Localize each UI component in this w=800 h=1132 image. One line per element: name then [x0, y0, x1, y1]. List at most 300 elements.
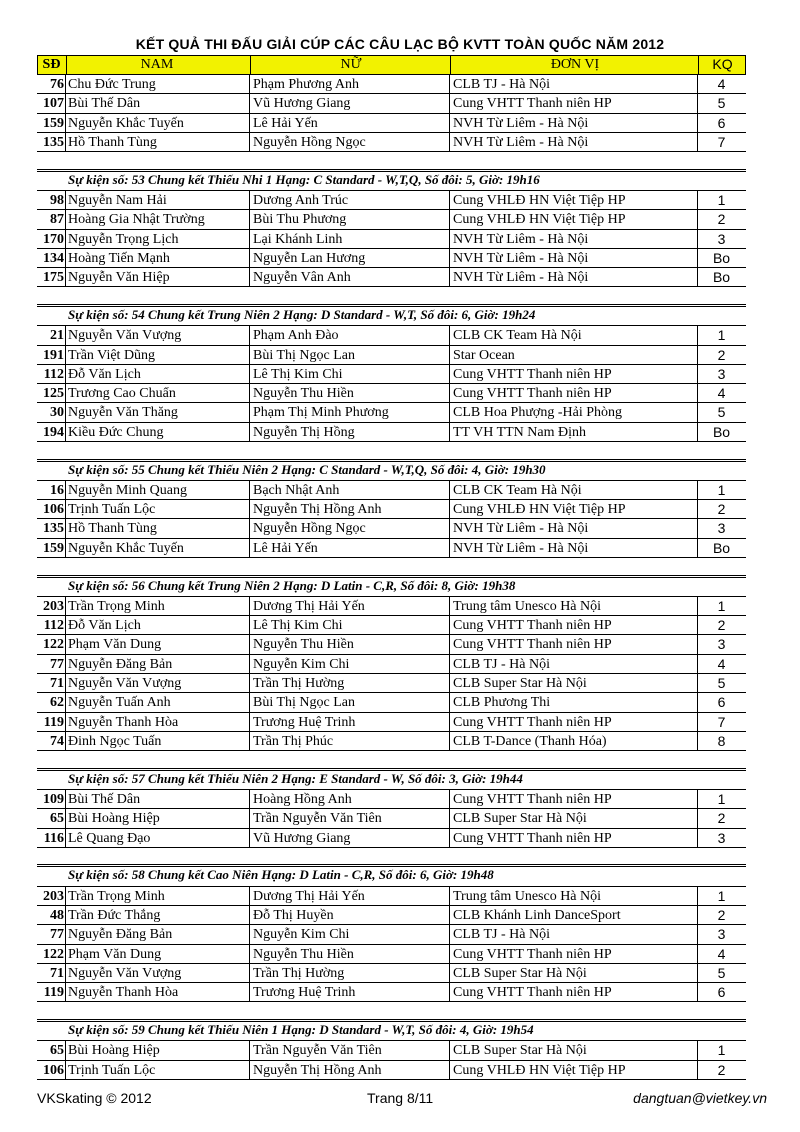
column-divider — [449, 790, 450, 808]
page-footer — [37, 1090, 767, 1110]
cell-nu: Nguyễn Thu Hiền — [253, 637, 354, 653]
cell-kq: 5 — [717, 964, 726, 981]
cell-sd: 106 — [43, 1062, 64, 1078]
column-divider — [449, 384, 450, 402]
cell-sd: 119 — [43, 714, 64, 730]
cell-nu: Trần Thị Phúc — [253, 733, 334, 749]
column-divider — [449, 403, 450, 421]
cell-kq: 7 — [717, 713, 726, 730]
cell-sd: 65 — [50, 1043, 64, 1059]
cell-nam: Trần Việt Dũng — [68, 347, 156, 363]
cell-don-vi: NVH Từ Liêm - Hà Nội — [453, 134, 589, 150]
column-divider — [249, 597, 250, 615]
cell-kq: 2 — [717, 810, 726, 827]
column-divider — [449, 829, 450, 847]
column-divider — [449, 616, 450, 634]
cell-don-vi: Cung VHTT Thanh niên HP — [453, 985, 612, 1001]
cell-sd: 191 — [43, 347, 64, 363]
column-divider — [65, 964, 66, 982]
cell-nam: Nguyễn Trọng Lịch — [68, 231, 179, 247]
column-divider — [249, 616, 250, 634]
cell-nam: Kiều Đức Chung — [68, 424, 164, 440]
table-row — [37, 809, 746, 828]
cell-kq: 2 — [717, 211, 726, 228]
cell-sd: 175 — [43, 270, 64, 286]
footer-email: dangtuan@vietkey.vn — [633, 1090, 767, 1106]
header-nam: NAM — [140, 57, 174, 72]
column-divider — [449, 809, 450, 827]
table-row — [37, 75, 746, 94]
column-divider — [449, 268, 450, 286]
section-separator — [37, 1002, 746, 1022]
event-heading — [37, 867, 746, 886]
cell-sd: 76 — [50, 77, 64, 92]
cell-nu: Lại Khánh Linh — [253, 231, 343, 247]
cell-nam: Nguyễn Minh Quang — [68, 482, 187, 498]
cell-kq: 5 — [717, 95, 726, 112]
cell-don-vi: NVH Từ Liêm - Hà Nội — [453, 231, 589, 247]
cell-don-vi: Cung VHTT Thanh niên HP — [453, 714, 612, 730]
cell-don-vi: CLB CK Team Hà Nội — [453, 328, 582, 344]
table-row — [37, 133, 746, 152]
table-row — [37, 230, 746, 249]
cell-nam: Trương Cao Chuẩn — [68, 386, 176, 402]
cell-kq: 6 — [717, 694, 726, 711]
cell-nam: Bùi Hoàng Hiệp — [68, 811, 160, 827]
cell-don-vi: Cung VHTT Thanh niên HP — [453, 366, 612, 382]
column-divider — [449, 365, 450, 383]
column-divider — [65, 635, 66, 653]
cell-kq: 8 — [717, 732, 726, 749]
cell-kq: 1 — [717, 791, 726, 807]
cell-nu: Nguyễn Kim Chi — [253, 656, 350, 672]
section-separator — [37, 442, 746, 462]
results-table — [37, 55, 746, 1080]
cell-sd: 62 — [50, 695, 64, 711]
table-row — [37, 983, 746, 1002]
cell-don-vi: NVH Từ Liêm - Hà Nội — [453, 270, 589, 286]
cell-nam: Hồ Thanh Tùng — [68, 521, 157, 537]
table-row — [37, 964, 746, 983]
cell-nam: Đỗ Văn Lịch — [68, 618, 141, 634]
cell-don-vi: Cung VHLĐ HN Việt Tiệp HP — [453, 1062, 626, 1078]
column-divider — [249, 829, 250, 847]
column-divider — [65, 114, 66, 132]
cell-nu: Trần Thị Hường — [253, 965, 345, 981]
table-row — [37, 114, 746, 133]
event-heading — [37, 462, 746, 481]
column-divider — [249, 809, 250, 827]
column-divider — [249, 346, 250, 364]
cell-nu: Dương Anh Trúc — [253, 192, 349, 208]
cell-nu: Nguyễn Thu Hiền — [253, 946, 354, 962]
table-row — [37, 365, 746, 384]
cell-nam: Nguyễn Tuấn Anh — [68, 695, 171, 711]
table-row — [37, 945, 746, 964]
cell-sd: 107 — [43, 96, 64, 112]
cell-kq: 4 — [717, 385, 726, 402]
column-divider — [65, 693, 66, 711]
cell-kq: 7 — [717, 133, 726, 150]
column-divider — [65, 365, 66, 383]
column-divider — [65, 230, 66, 248]
column-divider — [249, 983, 250, 1001]
cell-don-vi: Cung VHTT Thanh niên HP — [453, 792, 612, 807]
cell-nam: Nguyễn Văn Vượng — [68, 965, 182, 981]
table-row — [37, 732, 746, 751]
column-divider — [65, 519, 66, 537]
event-title: Sự kiện số: 55 Chung kết Thiếu Niên 2 Hạng: C Standard - W,T,Q, Số đôi: 4, Giờ: 19h30 — [68, 461, 546, 477]
cell-nam: Trần Trọng Minh — [68, 598, 165, 614]
column-divider — [449, 133, 450, 151]
cell-nam: Nguyễn Khắc Tuyến — [68, 540, 184, 556]
column-divider — [249, 887, 250, 905]
column-divider — [65, 403, 66, 421]
column-divider — [65, 423, 66, 441]
column-divider — [65, 597, 66, 615]
table-row — [37, 693, 746, 712]
column-divider — [449, 519, 450, 537]
cell-kq: 3 — [717, 520, 726, 537]
column-divider — [249, 945, 250, 963]
cell-nu: Trần Nguyễn Văn Tiên — [253, 811, 382, 827]
cell-sd: 134 — [43, 250, 64, 266]
event-heading — [37, 1022, 746, 1041]
column-divider — [449, 114, 450, 132]
cell-nam: Nguyễn Thanh Hòa — [68, 985, 179, 1001]
cell-nu: Bùi Thu Phương — [253, 212, 347, 228]
table-row — [37, 326, 746, 345]
column-divider — [65, 539, 66, 557]
column-divider — [66, 56, 67, 74]
cell-nam: Đỗ Văn Lịch — [68, 366, 141, 382]
column-divider — [65, 384, 66, 402]
table-body — [37, 75, 746, 1080]
event-heading — [37, 172, 746, 191]
cell-nam: Trần Trọng Minh — [68, 888, 165, 904]
column-divider — [65, 326, 66, 344]
column-divider — [65, 268, 66, 286]
cell-kq: Bo — [712, 539, 731, 556]
table-row — [37, 384, 746, 403]
section-separator — [37, 848, 746, 868]
column-divider — [65, 925, 66, 943]
cell-sd: 48 — [50, 907, 64, 923]
footer-copyright: VKSkating © 2012 — [37, 1090, 152, 1106]
cell-kq: 1 — [717, 327, 726, 344]
column-divider — [449, 94, 450, 112]
event-heading — [37, 578, 746, 597]
cell-kq: 3 — [717, 829, 726, 846]
column-divider — [65, 1061, 66, 1079]
cell-sd: 119 — [43, 985, 64, 1001]
table-row — [37, 519, 746, 538]
table-row — [37, 268, 746, 287]
cell-nu: Dương Thị Hải Yến — [253, 888, 365, 904]
table-row — [37, 635, 746, 654]
cell-nam: Trịnh Tuấn Lộc — [68, 1062, 156, 1078]
column-divider — [65, 1041, 66, 1059]
cell-kq: 1 — [717, 1042, 726, 1059]
cell-nu: Trương Huệ Trinh — [253, 985, 356, 1001]
section-separator — [37, 287, 746, 307]
cell-sd: 71 — [50, 965, 64, 981]
column-divider — [249, 114, 250, 132]
cell-don-vi: Cung VHTT Thanh niên HP — [453, 96, 612, 112]
cell-sd: 125 — [43, 386, 64, 402]
column-divider — [449, 732, 450, 750]
cell-don-vi: Cung VHLĐ HN Việt Tiệp HP — [453, 212, 626, 228]
cell-sd: 122 — [43, 637, 64, 653]
column-divider — [449, 249, 450, 267]
cell-nam: Nguyễn Nam Hải — [68, 192, 167, 208]
cell-kq: 1 — [717, 887, 726, 904]
cell-sd: 135 — [43, 521, 64, 537]
cell-nam: Bùi Thế Dân — [68, 96, 141, 112]
cell-nam: Trịnh Tuấn Lộc — [68, 502, 156, 518]
column-divider — [65, 674, 66, 692]
cell-don-vi: Trung tâm Unesco Hà Nội — [453, 598, 602, 614]
column-divider — [249, 925, 250, 943]
cell-sd: 77 — [50, 927, 64, 943]
cell-don-vi: Cung VHTT Thanh niên HP — [453, 386, 612, 402]
cell-nu: Phạm Anh Đào — [253, 328, 339, 344]
table-row — [37, 249, 746, 268]
cell-nam: Bùi Hoàng Hiệp — [68, 1043, 160, 1059]
column-divider — [249, 693, 250, 711]
cell-kq: 2 — [717, 617, 726, 634]
cell-sd: 16 — [50, 482, 64, 498]
cell-nam: Nguyễn Văn Thăng — [68, 405, 178, 421]
cell-don-vi: NVH Từ Liêm - Hà Nội — [453, 540, 589, 556]
column-divider — [65, 210, 66, 228]
cell-don-vi: NVH Từ Liêm - Hà Nội — [453, 250, 589, 266]
cell-nam: Nguyễn Văn Vượng — [68, 676, 182, 692]
column-divider — [249, 674, 250, 692]
column-divider — [249, 500, 250, 518]
table-row — [37, 829, 746, 848]
column-divider — [449, 346, 450, 364]
cell-kq: 1 — [717, 597, 726, 614]
cell-nu: Trần Thị Hường — [253, 676, 345, 692]
cell-nu: Đỗ Thị Huyền — [253, 907, 334, 923]
event-title: Sự kiện số: 54 Chung kết Trung Niên 2 Hạng: D Standard - W,T, Số đôi: 6, Giờ: 19h24 — [68, 306, 536, 322]
column-divider — [249, 635, 250, 653]
cell-kq: 3 — [717, 365, 726, 382]
column-divider — [449, 906, 450, 924]
cell-sd: 109 — [43, 792, 64, 807]
cell-sd: 21 — [50, 328, 64, 344]
column-divider — [449, 693, 450, 711]
header-nu: NỮ — [340, 57, 362, 72]
cell-nu: Vũ Hương Giang — [253, 830, 351, 846]
cell-don-vi: CLB Khánh Linh DanceSport — [453, 907, 621, 923]
column-divider — [249, 268, 250, 286]
table-row — [37, 539, 746, 558]
cell-kq: 3 — [717, 926, 726, 943]
cell-kq: Bo — [712, 249, 731, 266]
cell-nu: Trương Huệ Trinh — [253, 714, 356, 730]
cell-don-vi: CLB Hoa Phượng -Hải Phòng — [453, 405, 622, 421]
column-divider — [249, 519, 250, 537]
cell-kq: 4 — [717, 945, 726, 962]
column-divider — [249, 249, 250, 267]
column-divider — [249, 210, 250, 228]
cell-sd: 135 — [43, 134, 64, 150]
cell-nu: Nguyễn Hồng Ngọc — [253, 134, 366, 150]
column-divider — [65, 945, 66, 963]
cell-don-vi: CLB Phương Thi — [453, 695, 551, 711]
cell-nu: Bạch Nhật Anh — [253, 482, 340, 498]
column-divider — [65, 94, 66, 112]
column-divider — [65, 249, 66, 267]
cell-sd: 116 — [43, 830, 64, 846]
cell-don-vi: CLB TJ - Hà Nội — [453, 77, 550, 92]
cell-nu: Lê Thị Kim Chi — [253, 366, 343, 382]
column-divider — [65, 887, 66, 905]
cell-nu: Nguyễn Lan Hương — [253, 250, 366, 266]
column-divider — [449, 887, 450, 905]
column-divider — [450, 56, 451, 74]
column-divider — [449, 713, 450, 731]
table-row — [37, 616, 746, 635]
column-divider — [249, 75, 250, 93]
event-heading — [37, 771, 746, 790]
cell-sd: 65 — [50, 811, 64, 827]
column-divider — [249, 191, 250, 209]
cell-don-vi: Cung VHTT Thanh niên HP — [453, 830, 612, 846]
cell-kq: 2 — [717, 906, 726, 923]
table-row — [37, 423, 746, 442]
page-title: KẾT QUẢ THI ĐẤU GIẢI CÚP CÁC CÂU LẠC BỘ KVTT TOÀN QUỐC NĂM 2012 — [135, 36, 665, 52]
cell-nam: Nguyễn Đăng Bản — [68, 656, 173, 672]
column-divider — [249, 94, 250, 112]
column-divider — [65, 829, 66, 847]
column-divider — [449, 597, 450, 615]
cell-nu: Phạm Thị Minh Phương — [253, 405, 389, 421]
cell-don-vi: CLB TJ - Hà Nội — [453, 656, 550, 672]
column-divider — [449, 964, 450, 982]
column-divider — [249, 539, 250, 557]
cell-sd: 112 — [43, 618, 64, 634]
cell-don-vi: TT VH TTN Nam Định — [453, 424, 586, 440]
cell-sd: 203 — [43, 598, 64, 614]
cell-nu: Hoàng Hồng Anh — [253, 792, 352, 807]
cell-sd: 159 — [43, 540, 64, 556]
section-separator — [37, 751, 746, 771]
table-row — [37, 655, 746, 674]
header-kq: KQ — [712, 56, 733, 72]
column-divider — [65, 983, 66, 1001]
column-divider — [449, 674, 450, 692]
cell-nam: Nguyễn Đăng Bản — [68, 927, 173, 943]
column-divider — [65, 906, 66, 924]
cell-don-vi: NVH Từ Liêm - Hà Nội — [453, 521, 589, 537]
column-divider — [249, 423, 250, 441]
column-divider — [65, 713, 66, 731]
cell-nu: Vũ Hương Giang — [253, 96, 351, 112]
cell-kq: 1 — [717, 191, 726, 208]
cell-nu: Phạm Phương Anh — [253, 77, 360, 92]
cell-nu: Nguyễn Thu Hiền — [253, 386, 354, 402]
cell-kq: Bo — [712, 423, 731, 440]
column-divider — [449, 1061, 450, 1079]
column-divider — [449, 500, 450, 518]
table-row — [37, 906, 746, 925]
column-divider — [449, 210, 450, 228]
cell-sd: 112 — [43, 366, 64, 382]
cell-don-vi: CLB Super Star Hà Nội — [453, 965, 587, 981]
cell-sd: 30 — [50, 405, 64, 421]
section-separator — [37, 152, 746, 172]
section-separator — [37, 558, 746, 578]
column-divider — [249, 481, 250, 499]
column-divider — [249, 326, 250, 344]
cell-kq: 4 — [717, 655, 726, 672]
column-divider — [250, 56, 251, 74]
cell-don-vi: Cung VHTT Thanh niên HP — [453, 618, 612, 634]
cell-nu: Bùi Thị Ngọc Lan — [253, 695, 356, 711]
cell-nam: Nguyễn Thanh Hòa — [68, 714, 179, 730]
cell-kq: 3 — [717, 230, 726, 247]
cell-nu: Trần Nguyễn Văn Tiên — [253, 1043, 382, 1059]
table-row — [37, 500, 746, 519]
table-row — [37, 403, 746, 422]
column-divider — [249, 230, 250, 248]
cell-kq: 5 — [717, 404, 726, 421]
column-divider — [65, 346, 66, 364]
cell-nam: Đinh Ngọc Tuấn — [68, 733, 162, 749]
cell-sd: 77 — [50, 656, 64, 672]
event-title: Sự kiện số: 58 Chung kết Cao Niên Hạng: D Latin - C,R, Số đôi: 6, Giờ: 19h48 — [68, 867, 494, 883]
cell-don-vi: Star Ocean — [453, 347, 515, 363]
cell-kq: 1 — [717, 481, 726, 498]
cell-kq: 5 — [717, 675, 726, 692]
header-don-vi: ĐƠN VỊ — [550, 57, 600, 72]
cell-kq: 6 — [717, 114, 726, 131]
cell-nam: Nguyễn Văn Vượng — [68, 328, 182, 344]
header-sd: SĐ — [42, 57, 61, 72]
cell-kq: 4 — [717, 76, 726, 92]
cell-don-vi: CLB Super Star Hà Nội — [453, 811, 587, 827]
cell-don-vi: CLB Super Star Hà Nội — [453, 676, 587, 692]
cell-nam: Hồ Thanh Tùng — [68, 134, 157, 150]
column-divider — [449, 983, 450, 1001]
column-divider — [65, 500, 66, 518]
column-divider — [65, 809, 66, 827]
table-row — [37, 887, 746, 906]
event-title: Sự kiện số: 53 Chung kết Thiếu Nhi 1 Hạng: C Standard - W,T,Q, Số đôi: 5, Giờ: 19h16 — [68, 171, 540, 187]
cell-don-vi: CLB T-Dance (Thanh Hóa) — [453, 733, 607, 749]
column-divider — [698, 56, 699, 74]
column-divider — [65, 75, 66, 93]
event-title: Sự kiện số: 56 Chung kết Trung Niên 2 Hạng: D Latin - C,R, Số đôi: 8, Giờ: 19h38 — [68, 577, 516, 593]
event-heading — [37, 307, 746, 326]
column-divider — [249, 403, 250, 421]
column-divider — [449, 230, 450, 248]
column-divider — [249, 906, 250, 924]
cell-nam: Nguyễn Văn Hiệp — [68, 270, 170, 286]
cell-kq: 6 — [717, 984, 726, 1001]
cell-don-vi: Cung VHTT Thanh niên HP — [453, 946, 612, 962]
table-row — [37, 346, 746, 365]
column-divider — [449, 423, 450, 441]
cell-sd: 194 — [43, 424, 64, 440]
cell-sd: 159 — [43, 115, 64, 131]
column-divider — [449, 191, 450, 209]
column-divider — [449, 925, 450, 943]
column-divider — [249, 790, 250, 808]
